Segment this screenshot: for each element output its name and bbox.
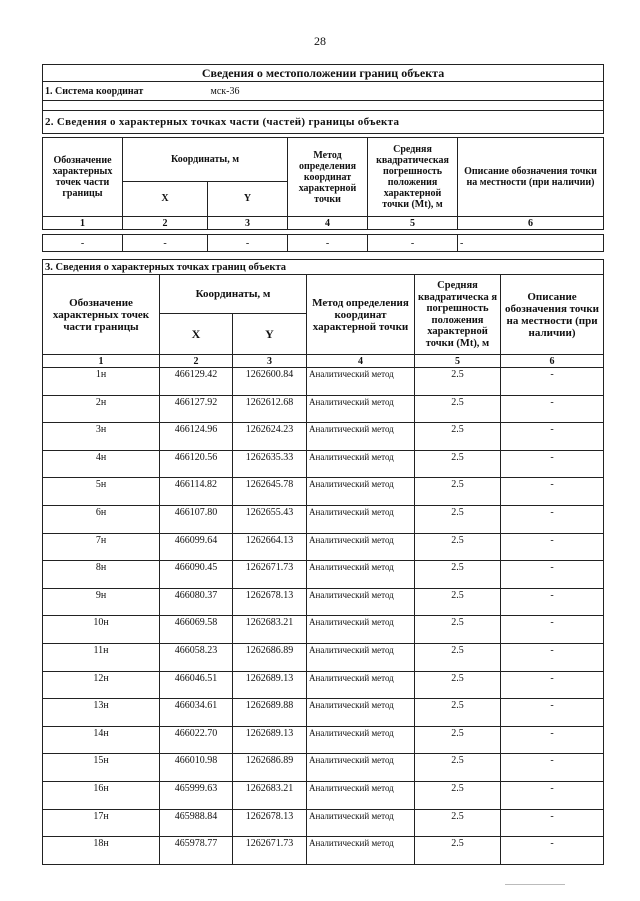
point-y: 1262645.78: [233, 478, 307, 506]
point-accuracy: 2.5: [415, 561, 501, 589]
point-id: 6н: [43, 505, 160, 533]
coord-system-label: 1. Система координат: [43, 82, 203, 101]
point-y: 1262689.88: [233, 699, 307, 727]
page-number: 28: [314, 34, 326, 48]
point-description: -: [501, 505, 604, 533]
point-description: -: [501, 726, 604, 754]
section3-table: [42, 259, 604, 865]
point-x: 466034.61: [160, 699, 233, 727]
s3-col-method: Метод определения координат характерной точки: [307, 275, 415, 355]
s2-col-x: X: [123, 181, 208, 216]
point-x: 466022.70: [160, 726, 233, 754]
s2-col-method: Метод определения координат характерной точки: [288, 138, 368, 217]
point-id: 15н: [43, 754, 160, 782]
point-x: 466058.23: [160, 643, 233, 671]
table-row: [43, 699, 604, 727]
point-description: -: [501, 754, 604, 782]
point-id: 11н: [43, 643, 160, 671]
point-accuracy: 2.5: [415, 781, 501, 809]
point-y: 1262655.43: [233, 505, 307, 533]
point-x: 465978.77: [160, 837, 233, 865]
s2-col-description: Описание обозначения точки на местности (при наличии): [458, 138, 604, 217]
point-x: 466114.82: [160, 478, 233, 506]
point-x: 466127.92: [160, 395, 233, 423]
point-method: Аналитический метод: [307, 423, 415, 451]
point-accuracy: 2.5: [415, 588, 501, 616]
point-y: 1262686.89: [233, 643, 307, 671]
point-id: 16н: [43, 781, 160, 809]
point-y: 1262678.13: [233, 588, 307, 616]
s3-num-5: 5: [415, 355, 501, 368]
point-description: -: [501, 781, 604, 809]
s3-col-designation: Обозначение характерных точек части границы: [43, 275, 160, 355]
s2-num-1: 1: [43, 217, 123, 230]
point-id: 14н: [43, 726, 160, 754]
point-y: 1262671.73: [233, 561, 307, 589]
s2-num-4: 4: [288, 217, 368, 230]
point-y: 1262689.13: [233, 671, 307, 699]
point-description: -: [501, 450, 604, 478]
s2-col-coords: Координаты, м: [123, 138, 288, 182]
point-y: 1262624.23: [233, 423, 307, 451]
section3-title: 3. Сведения о характерных точках границ объекта: [43, 260, 604, 275]
point-y: 1262683.21: [233, 781, 307, 809]
point-id: 8н: [43, 561, 160, 589]
point-y: 1262664.13: [233, 533, 307, 561]
s3-col-coords: Координаты, м: [160, 275, 307, 314]
s2-number-row: [43, 217, 604, 230]
point-id: 13н: [43, 699, 160, 727]
table-row: [43, 423, 604, 451]
s3-col-description: Описание обозначения точки на местности (при наличии): [501, 275, 604, 355]
point-description: -: [501, 561, 604, 589]
point-y: 1262689.13: [233, 726, 307, 754]
header-table: [42, 64, 604, 134]
s2-empty-cell: -: [43, 235, 123, 252]
s2-num-5: 5: [368, 217, 458, 230]
point-description: -: [501, 671, 604, 699]
s3-col-y: Y: [233, 314, 307, 355]
table-row: [43, 809, 604, 837]
point-method: Аналитический метод: [307, 561, 415, 589]
point-id: 2н: [43, 395, 160, 423]
table-row: [43, 837, 604, 865]
s3-num-3: 3: [233, 355, 307, 368]
table-row: [43, 450, 604, 478]
table-row: [43, 505, 604, 533]
s3-num-2: 2: [160, 355, 233, 368]
point-accuracy: 2.5: [415, 837, 501, 865]
point-description: -: [501, 837, 604, 865]
point-accuracy: 2.5: [415, 478, 501, 506]
point-x: 466010.98: [160, 754, 233, 782]
table-row: [43, 395, 604, 423]
point-method: Аналитический метод: [307, 726, 415, 754]
s3-col-accuracy: Средняя квадратическа я погрешность положения характерной точки (Mt), м: [415, 275, 501, 355]
point-description: -: [501, 643, 604, 671]
point-description: -: [501, 616, 604, 644]
point-accuracy: 2.5: [415, 533, 501, 561]
s3-number-row: [43, 355, 604, 368]
s2-col-accuracy: Средняя квадратическая погрешность положения характерной точки (Mt), м: [368, 138, 458, 217]
s2-empty-cell: -: [288, 235, 368, 252]
point-id: 1н: [43, 368, 160, 396]
table-row: [43, 368, 604, 396]
point-method: Аналитический метод: [307, 837, 415, 865]
s2-num-3: 3: [208, 217, 288, 230]
s2-empty-row: [43, 235, 604, 252]
s2-num-2: 2: [123, 217, 208, 230]
s2-empty-cell: -: [458, 235, 604, 252]
point-method: Аналитический метод: [307, 781, 415, 809]
point-description: -: [501, 423, 604, 451]
scan-mark: [505, 884, 565, 885]
point-x: 466120.56: [160, 450, 233, 478]
point-method: Аналитический метод: [307, 505, 415, 533]
coord-system-value: мск-36: [203, 82, 604, 101]
s2-col-designation: Обозначение характерных точек части границы: [43, 138, 123, 217]
point-method: Аналитический метод: [307, 616, 415, 644]
point-method: Аналитический метод: [307, 643, 415, 671]
point-id: 4н: [43, 450, 160, 478]
table-row: [43, 754, 604, 782]
point-accuracy: 2.5: [415, 616, 501, 644]
table-row: [43, 588, 604, 616]
point-y: 1262612.68: [233, 395, 307, 423]
point-y: 1262671.73: [233, 837, 307, 865]
section2-title-row: [43, 111, 604, 134]
point-accuracy: 2.5: [415, 505, 501, 533]
point-x: 466124.96: [160, 423, 233, 451]
coord-system-row: [43, 82, 604, 101]
point-x: 466107.80: [160, 505, 233, 533]
point-accuracy: 2.5: [415, 450, 501, 478]
point-x: 466090.45: [160, 561, 233, 589]
point-x: 466129.42: [160, 368, 233, 396]
table-row: [43, 561, 604, 589]
s2-num-6: 6: [458, 217, 604, 230]
point-y: 1262600.84: [233, 368, 307, 396]
point-method: Аналитический метод: [307, 478, 415, 506]
point-description: -: [501, 395, 604, 423]
s3-num-1: 1: [43, 355, 160, 368]
s3-num-6: 6: [501, 355, 604, 368]
point-description: -: [501, 478, 604, 506]
point-accuracy: 2.5: [415, 395, 501, 423]
point-method: Аналитический метод: [307, 395, 415, 423]
point-method: Аналитический метод: [307, 699, 415, 727]
document-title: Сведения о местоположении границ объекта: [43, 65, 604, 82]
table-row: [43, 533, 604, 561]
point-y: 1262686.89: [233, 754, 307, 782]
section2-title: 2. Сведения о характерных точках части (частей) границы объекта: [43, 111, 604, 134]
table-row: [43, 478, 604, 506]
point-id: 7н: [43, 533, 160, 561]
table-row: [43, 726, 604, 754]
point-accuracy: 2.5: [415, 368, 501, 396]
point-accuracy: 2.5: [415, 726, 501, 754]
point-description: -: [501, 533, 604, 561]
point-id: 18н: [43, 837, 160, 865]
point-description: -: [501, 809, 604, 837]
point-x: 465988.84: [160, 809, 233, 837]
point-accuracy: 2.5: [415, 643, 501, 671]
table-row: [43, 616, 604, 644]
point-method: Аналитический метод: [307, 588, 415, 616]
point-x: 466069.58: [160, 616, 233, 644]
s2-empty-cell: -: [208, 235, 288, 252]
s3-num-4: 4: [307, 355, 415, 368]
point-description: -: [501, 368, 604, 396]
table-row: [43, 643, 604, 671]
point-method: Аналитический метод: [307, 368, 415, 396]
point-y: 1262683.21: [233, 616, 307, 644]
table-row: [43, 671, 604, 699]
point-accuracy: 2.5: [415, 423, 501, 451]
s2-empty-cell: -: [368, 235, 458, 252]
point-id: 5н: [43, 478, 160, 506]
point-y: 1262635.33: [233, 450, 307, 478]
table-row: [43, 781, 604, 809]
point-id: 12н: [43, 671, 160, 699]
point-accuracy: 2.5: [415, 809, 501, 837]
point-id: 17н: [43, 809, 160, 837]
point-method: Аналитический метод: [307, 754, 415, 782]
section2-table: [42, 137, 604, 252]
point-method: Аналитический метод: [307, 533, 415, 561]
s2-empty-cell: -: [123, 235, 208, 252]
point-description: -: [501, 699, 604, 727]
point-id: 10н: [43, 616, 160, 644]
point-accuracy: 2.5: [415, 754, 501, 782]
point-description: -: [501, 588, 604, 616]
point-y: 1262678.13: [233, 809, 307, 837]
point-x: 465999.63: [160, 781, 233, 809]
s2-col-y: Y: [208, 181, 288, 216]
point-method: Аналитический метод: [307, 450, 415, 478]
section3-title-row: [43, 260, 604, 275]
point-x: 466080.37: [160, 588, 233, 616]
point-method: Аналитический метод: [307, 671, 415, 699]
point-accuracy: 2.5: [415, 671, 501, 699]
point-x: 466046.51: [160, 671, 233, 699]
point-id: 9н: [43, 588, 160, 616]
point-x: 466099.64: [160, 533, 233, 561]
point-method: Аналитический метод: [307, 809, 415, 837]
s3-col-x: X: [160, 314, 233, 355]
point-accuracy: 2.5: [415, 699, 501, 727]
title-row: [43, 65, 604, 82]
point-id: 3н: [43, 423, 160, 451]
